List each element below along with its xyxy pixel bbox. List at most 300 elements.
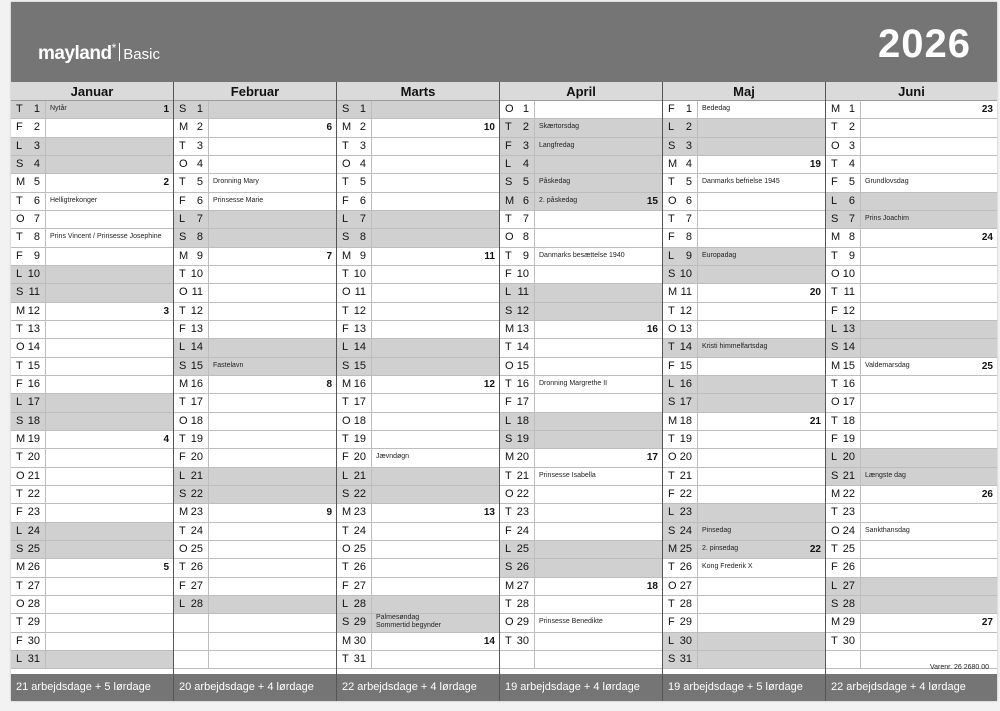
weekday-letter: T <box>16 359 23 372</box>
day-number: 1 <box>33 103 40 115</box>
day-number: 27 <box>842 579 855 592</box>
day-cell[interactable] <box>45 101 173 118</box>
weekday-letter: T <box>505 341 512 354</box>
day-cell[interactable] <box>208 468 336 485</box>
holiday-label <box>702 527 731 535</box>
day-cell[interactable] <box>208 248 336 265</box>
day-number: 10 <box>842 267 855 280</box>
day-number: 16 <box>353 377 366 390</box>
day-cell[interactable] <box>45 193 173 210</box>
day-row <box>11 578 173 596</box>
holiday-label <box>539 123 579 131</box>
day-cell[interactable] <box>45 339 173 356</box>
day-cell[interactable] <box>371 339 499 356</box>
day-row <box>174 284 336 302</box>
day-number: 15 <box>516 359 529 372</box>
day-cell[interactable] <box>208 578 336 595</box>
day-cell[interactable] <box>534 339 662 356</box>
day-cell[interactable] <box>45 303 173 320</box>
day-cell[interactable] <box>208 229 336 246</box>
day-cell[interactable] <box>697 413 825 430</box>
weekday-letter: S <box>179 487 187 500</box>
day-cell[interactable] <box>45 413 173 430</box>
weekday-letter: M <box>179 249 189 262</box>
weekday-letter: T <box>342 304 349 317</box>
day-cell[interactable] <box>208 504 336 521</box>
day-cell[interactable] <box>697 559 825 576</box>
holiday-label-line: Bededag <box>702 105 731 112</box>
day-cell[interactable] <box>697 614 825 631</box>
day-cell[interactable] <box>860 266 997 283</box>
weekday-letter: F <box>668 616 675 629</box>
day-number: 17 <box>516 396 529 409</box>
day-cell[interactable] <box>860 193 997 210</box>
day-cell[interactable] <box>45 266 173 283</box>
day-cell[interactable] <box>45 394 173 411</box>
day-cell[interactable] <box>208 559 336 576</box>
day-row <box>11 486 173 504</box>
weekday-letter: M <box>16 304 26 317</box>
day-row <box>663 559 825 577</box>
day-number: 4 <box>33 157 40 170</box>
day-number: 28 <box>842 597 855 610</box>
day-cell[interactable] <box>371 211 499 228</box>
day-cell[interactable] <box>534 119 662 136</box>
day-cell[interactable] <box>697 248 825 265</box>
day-number: 6 <box>359 194 366 207</box>
day-cell[interactable] <box>534 541 662 558</box>
day-cell[interactable] <box>45 578 173 595</box>
day-cell[interactable] <box>45 248 173 265</box>
day-cell[interactable] <box>371 266 499 283</box>
day-cell[interactable] <box>534 596 662 613</box>
day-cell[interactable] <box>534 376 662 393</box>
day-number: 4 <box>522 157 529 170</box>
day-cell[interactable] <box>697 504 825 521</box>
day-cell[interactable] <box>534 413 662 430</box>
weekday-letter: F <box>179 451 186 464</box>
day-cell[interactable] <box>860 138 997 155</box>
day-cell[interactable] <box>371 559 499 576</box>
day-cell[interactable] <box>860 321 997 338</box>
day-cell[interactable] <box>534 614 662 631</box>
holiday-label-line: Prins Joachim <box>865 214 909 222</box>
day-cell[interactable] <box>534 468 662 485</box>
day-row <box>11 413 173 431</box>
day-cell[interactable] <box>45 119 173 136</box>
weekday-letter: T <box>342 432 349 445</box>
weekday-letter: L <box>505 414 512 427</box>
day-cell[interactable] <box>534 303 662 320</box>
day-cell[interactable] <box>45 614 173 631</box>
day-cell[interactable] <box>860 578 997 595</box>
day-cell[interactable] <box>371 578 499 595</box>
day-cell[interactable] <box>697 633 825 650</box>
day-row <box>826 486 997 504</box>
day-number: 15 <box>353 359 366 372</box>
day-cell[interactable] <box>208 523 336 540</box>
weekday-letter: M <box>831 359 841 372</box>
day-number: 6 <box>685 194 692 207</box>
day-row <box>11 523 173 541</box>
weekday-letter: O <box>179 286 188 299</box>
day-cell[interactable] <box>860 486 997 503</box>
day-cell[interactable] <box>697 339 825 356</box>
day-cell[interactable] <box>208 284 336 301</box>
day-number: 19 <box>679 432 692 445</box>
day-row <box>826 174 997 192</box>
weekday-letter: L <box>16 396 23 409</box>
day-cell[interactable] <box>208 394 336 411</box>
day-row <box>174 431 336 449</box>
day-cell[interactable] <box>371 614 499 631</box>
day-number: 9 <box>196 249 203 262</box>
weekday-letter: T <box>342 176 349 189</box>
day-cell[interactable] <box>860 376 997 393</box>
day-cell[interactable] <box>208 376 336 393</box>
day-row <box>663 413 825 431</box>
day-cell[interactable] <box>208 321 336 338</box>
day-number: 28 <box>353 597 366 610</box>
weekday-letter: S <box>831 469 839 482</box>
day-cell[interactable] <box>534 578 662 595</box>
day-cell[interactable] <box>45 376 173 393</box>
weekday-letter: S <box>342 616 350 629</box>
day-cell[interactable] <box>697 541 825 558</box>
day-number: 9 <box>522 249 529 262</box>
day-cell[interactable] <box>208 358 336 375</box>
day-cell[interactable] <box>371 138 499 155</box>
day-cell[interactable] <box>208 156 336 173</box>
day-number: 5 <box>685 176 692 189</box>
day-cell[interactable] <box>371 633 499 650</box>
day-row <box>826 229 997 247</box>
day-number: 20 <box>353 451 366 464</box>
holiday-label-line: Danmarks besættelse 1940 <box>539 251 625 259</box>
day-cell[interactable] <box>860 284 997 301</box>
day-cell[interactable] <box>697 376 825 393</box>
day-cell[interactable] <box>45 229 173 246</box>
day-number: 28 <box>190 597 203 610</box>
week-number: 25 <box>981 360 993 372</box>
day-cell[interactable] <box>534 449 662 466</box>
day-cell[interactable] <box>371 174 499 191</box>
day-cell[interactable] <box>45 468 173 485</box>
day-cell[interactable] <box>860 211 997 228</box>
day-row <box>11 211 173 229</box>
day-cell[interactable] <box>534 358 662 375</box>
day-cell[interactable] <box>45 596 173 613</box>
day-cell[interactable] <box>860 468 997 485</box>
day-row <box>500 303 662 321</box>
weekday-letter: S <box>831 341 839 354</box>
day-cell[interactable] <box>371 376 499 393</box>
day-cell[interactable] <box>45 138 173 155</box>
day-cell[interactable] <box>697 156 825 173</box>
day-row <box>11 633 173 651</box>
day-row <box>337 321 499 339</box>
weekday-letter: L <box>668 506 675 519</box>
day-row <box>826 193 997 211</box>
day-number: 18 <box>353 414 366 427</box>
day-cell[interactable] <box>860 523 997 540</box>
day-cell[interactable] <box>208 138 336 155</box>
holiday-label-line: Europadag <box>702 251 737 259</box>
day-cell[interactable] <box>697 174 825 191</box>
day-cell[interactable] <box>208 266 336 283</box>
day-cell[interactable] <box>697 468 825 485</box>
brand-subtitle: Basic <box>123 46 160 63</box>
weekday-letter: T <box>16 616 23 629</box>
day-row <box>826 138 997 156</box>
day-cell[interactable] <box>534 266 662 283</box>
day-cell[interactable] <box>860 633 997 650</box>
day-number: 27 <box>27 579 40 592</box>
day-cell[interactable] <box>208 101 336 118</box>
day-cell[interactable] <box>860 303 997 320</box>
weekday-letter: T <box>16 194 23 207</box>
holiday-label <box>865 472 906 480</box>
day-cell[interactable] <box>45 541 173 558</box>
day-cell[interactable] <box>534 504 662 521</box>
day-cell[interactable] <box>208 541 336 558</box>
day-cell[interactable] <box>208 449 336 466</box>
day-number: 10 <box>679 267 692 280</box>
day-cell[interactable] <box>371 431 499 448</box>
day-cell[interactable] <box>860 614 997 631</box>
day-cell[interactable] <box>860 358 997 375</box>
day-cell[interactable] <box>208 596 336 613</box>
holiday-label <box>376 453 409 461</box>
day-cell[interactable] <box>208 119 336 136</box>
day-cell[interactable] <box>371 248 499 265</box>
day-cell[interactable] <box>371 504 499 521</box>
day-cell[interactable] <box>697 101 825 118</box>
month-name: Februar <box>174 82 336 101</box>
day-cell[interactable] <box>371 394 499 411</box>
day-cell[interactable] <box>534 633 662 650</box>
week-number: 17 <box>646 452 658 464</box>
day-cell[interactable] <box>697 358 825 375</box>
day-cell[interactable] <box>697 651 825 668</box>
day-cell[interactable] <box>45 486 173 503</box>
day-cell[interactable] <box>45 559 173 576</box>
day-cell[interactable] <box>45 211 173 228</box>
day-row <box>11 614 173 632</box>
day-cell[interactable] <box>697 486 825 503</box>
day-row <box>826 376 997 394</box>
day-cell[interactable] <box>697 119 825 136</box>
day-cell[interactable] <box>860 449 997 466</box>
day-cell[interactable] <box>371 119 499 136</box>
weekday-letter: T <box>505 506 512 519</box>
day-number: 11 <box>354 286 366 299</box>
day-cell[interactable] <box>860 119 997 136</box>
weekday-letter: M <box>179 506 189 519</box>
day-cell[interactable] <box>208 339 336 356</box>
day-cell[interactable] <box>697 321 825 338</box>
day-cell[interactable] <box>208 303 336 320</box>
month-name: Januar <box>11 82 173 101</box>
weekday-letter: T <box>342 652 349 665</box>
day-cell[interactable] <box>208 174 336 191</box>
day-row <box>337 284 499 302</box>
day-row <box>663 431 825 449</box>
day-cell[interactable] <box>534 321 662 338</box>
day-cell[interactable] <box>697 229 825 246</box>
day-cell[interactable] <box>697 211 825 228</box>
day-cell[interactable] <box>697 394 825 411</box>
day-cell[interactable] <box>45 174 173 191</box>
day-cell[interactable] <box>371 486 499 503</box>
day-cell[interactable] <box>860 559 997 576</box>
day-cell[interactable] <box>371 523 499 540</box>
day-number: 3 <box>196 139 203 152</box>
day-number: 8 <box>359 231 366 244</box>
day-cell[interactable] <box>371 229 499 246</box>
day-number: 4 <box>848 157 855 170</box>
day-row <box>11 266 173 284</box>
day-cell[interactable] <box>45 284 173 301</box>
holiday-label-line: Længste dag <box>865 471 906 479</box>
day-cell[interactable] <box>697 578 825 595</box>
day-cell[interactable] <box>45 651 173 668</box>
day-cell[interactable] <box>45 523 173 540</box>
day-cell[interactable] <box>860 248 997 265</box>
day-row <box>663 523 825 541</box>
day-cell[interactable] <box>371 449 499 466</box>
weekday-letter: T <box>831 377 838 390</box>
day-cell[interactable] <box>860 101 997 118</box>
day-cell[interactable] <box>697 266 825 283</box>
day-cell[interactable] <box>45 633 173 650</box>
day-cell[interactable] <box>208 486 336 503</box>
day-cell[interactable] <box>208 211 336 228</box>
day-cell[interactable] <box>208 193 336 210</box>
day-cell[interactable] <box>208 431 336 448</box>
day-row <box>826 358 997 376</box>
day-row <box>174 321 336 339</box>
month-column-marts <box>337 82 500 701</box>
day-cell[interactable] <box>860 339 997 356</box>
day-cell[interactable] <box>860 541 997 558</box>
month-name: Marts <box>337 82 499 101</box>
day-cell[interactable] <box>697 431 825 448</box>
day-cell[interactable] <box>534 101 662 118</box>
day-cell[interactable] <box>371 303 499 320</box>
day-cell[interactable] <box>860 394 997 411</box>
day-cell[interactable] <box>697 284 825 301</box>
month-name: Juni <box>826 82 997 101</box>
day-cell[interactable] <box>534 229 662 246</box>
day-cell[interactable] <box>697 138 825 155</box>
day-number: 21 <box>842 469 855 482</box>
day-number: 28 <box>679 597 692 610</box>
day-row <box>663 339 825 357</box>
day-cell[interactable] <box>534 284 662 301</box>
day-row <box>826 541 997 559</box>
day-cell[interactable] <box>534 431 662 448</box>
day-cell[interactable] <box>697 449 825 466</box>
day-cell[interactable] <box>697 523 825 540</box>
day-cell[interactable] <box>371 541 499 558</box>
day-cell[interactable] <box>45 156 173 173</box>
day-cell[interactable] <box>860 229 997 246</box>
day-cell[interactable] <box>534 193 662 210</box>
day-cell[interactable] <box>534 174 662 191</box>
day-cell[interactable] <box>371 101 499 118</box>
day-cell[interactable] <box>860 431 997 448</box>
day-cell[interactable] <box>860 413 997 430</box>
day-cell[interactable] <box>371 468 499 485</box>
day-cell[interactable] <box>371 321 499 338</box>
week-number: 5 <box>163 562 169 574</box>
weekday-letter: T <box>668 432 675 445</box>
day-cell[interactable] <box>371 156 499 173</box>
holiday-label <box>213 178 259 186</box>
day-cell[interactable] <box>534 559 662 576</box>
day-number: 14 <box>27 341 40 354</box>
day-row <box>826 468 997 486</box>
day-cell[interactable] <box>371 651 499 668</box>
day-cell[interactable] <box>45 358 173 375</box>
day-cell[interactable] <box>860 596 997 613</box>
day-row <box>174 559 336 577</box>
day-cell[interactable] <box>534 156 662 173</box>
day-row <box>11 339 173 357</box>
day-row <box>174 376 336 394</box>
weekday-letter: T <box>342 396 349 409</box>
day-cell[interactable] <box>534 248 662 265</box>
holiday-label <box>865 527 910 535</box>
weekday-letter: T <box>179 396 186 409</box>
day-cell[interactable] <box>860 156 997 173</box>
weekday-letter: L <box>16 524 23 537</box>
day-cell[interactable] <box>534 394 662 411</box>
day-row <box>663 119 825 137</box>
day-cell[interactable] <box>371 193 499 210</box>
day-number: 17 <box>353 396 366 409</box>
weekday-letter: T <box>342 267 349 280</box>
day-cell[interactable] <box>208 413 336 430</box>
day-cell[interactable] <box>45 504 173 521</box>
day-cell[interactable] <box>860 504 997 521</box>
weekday-letter: F <box>179 194 186 207</box>
day-cell[interactable] <box>697 596 825 613</box>
day-number: 24 <box>842 524 855 537</box>
day-cell[interactable] <box>45 321 173 338</box>
day-cell[interactable] <box>534 211 662 228</box>
day-cell[interactable] <box>697 193 825 210</box>
weekday-letter: T <box>179 176 186 189</box>
day-row <box>11 156 173 174</box>
day-cell[interactable] <box>45 431 173 448</box>
day-cell[interactable] <box>534 138 662 155</box>
day-cell[interactable] <box>371 358 499 375</box>
day-cell[interactable] <box>534 486 662 503</box>
day-cell[interactable] <box>45 449 173 466</box>
week-number: 12 <box>483 378 495 390</box>
day-cell[interactable] <box>697 303 825 320</box>
day-cell[interactable] <box>371 284 499 301</box>
day-cell[interactable] <box>371 596 499 613</box>
weekday-letter: O <box>505 616 514 629</box>
weekday-letter: F <box>16 249 23 262</box>
day-cell[interactable] <box>371 413 499 430</box>
weekday-letter: S <box>668 652 676 665</box>
day-cell[interactable] <box>534 523 662 540</box>
day-cell[interactable] <box>860 174 997 191</box>
